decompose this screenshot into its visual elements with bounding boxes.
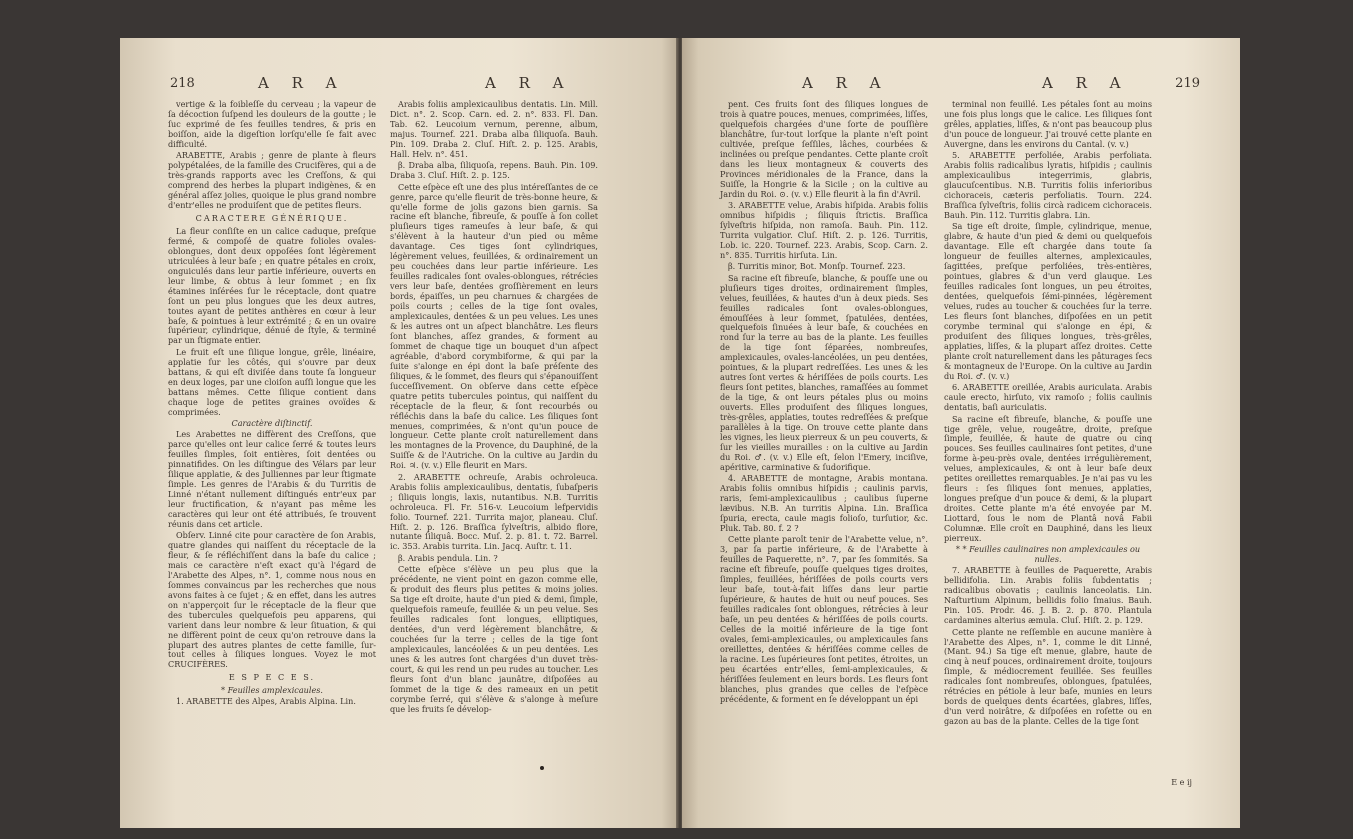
right-page-number: 219	[1175, 76, 1200, 91]
paragraph: ARABETTE, Arabis ; genre de plante à fleurs polypétalées, de la famille des Crucifères, qui a de très-grands rapports avec les Creſſons, & qui comprend des herbes la plupart indigènes, & en général aſſez jolies, quoique le plus grand nombre d'entr'elles ne produiſent que de petites fleurs.	[168, 150, 376, 211]
right-running-head-1: A R A	[802, 74, 890, 92]
paragraph: β. Draba alba, ſiliquoſa, repens. Bauh. Pin. 109. Draba 3. Cluſ. Hiſt. 2. p. 125.	[390, 160, 598, 181]
paragraph: 2. ARABETTE ochreuſe, Arabis ochroleuca. Arabis foliis amplexicaulibus, dentatis, ſubaſperis ; ſiliquis longis, laxis, nutantibus. N.B. Turritis ochroleuca. Fl. Fr. 516-v. Leucoium lefpervidis folio. Tournef. 221. Turrita major, planeau. Cluſ. Hiſt. 2. p. 126. Braſſica ſylveſtris, albido flore, nutante ſiliquâ. Bocc. Muſ. 2. p. 81. t. 72. Barrel. ic. 353. Arabis turrita. Lin. Jacq. Auſtr. t. 11.	[390, 471, 598, 552]
paragraph: Cette plante paroît tenir de l'Arabette velue, n°. 3, par ſa partie inférieure, & de l'Arabette à feuilles de Paquerette, n°. 7, par ſes ſommités. Sa racine eſt fibreuſe, pouſſe quelques tiges droites, ſimples, feuillées, hériſſées de poils courts vers leur baſe, tout-à-fait liſſes dans leur partie ſupérieure, & hautes de huit ou neuf pouces. Ses feuilles radicales ſont oblongues, rétrécies à leur baſe, un peu dentées & hériſſées de poils courts. Celles de la moitié inférieure de la tige ſont ovales, ſemi-amplexicaules, ou amplexicaules ſans oreillettes, dentées & hériſſées comme celles de la racine. Les ſupérieures ſont petites, étroites, un peu écartées entr'elles, ſemi-amplexicaules, & hériſſées ſeulement en leurs bords. Les fleurs ſont blanches, plus grandes que celles de l'eſpèce précédente, & forment en ſe développant un épi	[720, 534, 928, 704]
right-running-head-2: A R A	[1042, 74, 1130, 92]
paragraph: Cette eſpèce s'élève un peu plus que la précédente, ne vient point en gazon comme elle, & produit des fleurs plus petites & moins jolies. Sa tige eſt droite, haute d'un pied & demi, ſimple, quelquefois rameuſe, feuillée & un peu velue. Ses feuilles radicales ſont longues, elliptiques, dentées, d'un verd légèrement blanchâtre, & couchées ſur la terre ; celles de la tige ſont amplexicaules, lancéolées & un peu dentées. Les unes & les autres ſont chargées d'un duvet très-court, & qui les rend un peu rudes au toucher. Les fleurs ſont d'un blanc jaunâtre, diſpoſées au ſommet de la tige & des rameaux en un petit corymbe ſerré, qui s'élève & s'alonge à meſure que les fruits ſe dévelop-	[390, 564, 598, 714]
right-page	[682, 38, 1240, 828]
left-column-1	[168, 100, 376, 709]
open-book	[120, 38, 1240, 828]
paragraph: vertige & la foibleſſe du cerveau ; la vapeur de ſa décoction ſuſpend les douleurs de la goutte ; le ſuc exprimé de ſes feuilles tendres, & pris en boiſſon, aide la digeſtion lorſqu'elle ſe fait avec difficulté.	[168, 99, 376, 149]
ink-mark	[540, 766, 544, 770]
paragraph: β. Arabis pendula. Lin. ?	[398, 552, 498, 563]
paragraph: Cette eſpèce eſt une des plus intéreſſantes de ce genre, parce qu'elle fleurit de très-bonne heure, & qu'elle forme de jolis gazons bien garnis. Sa racine eſt blanche, fibreuſe, & pouſſe à ſon collet pluſieurs tiges rameuſes à leur baſe, & qui s'élèvent à la hauteur d'un pied ou même davantage. Ces tiges ſont cylindriques, légèrement velues, feuillées, & ordinairement un peu couchées dans leur partie inférieure. Les feuilles radicales ſont ovales-oblongues, rétrécies vers leur baſe, dentées groſſièrement en leurs bords, épaiſſes, un peu charnues & chargées de poils courts ; celles de la tige ſont ovales, amplexicaules, dentées & un peu velues. Les unes & les autres ont un aſpect blanchâtre. Les fleurs ſont blanches, aſſez grandes, & forment au ſommet de chaque tige un bouquet d'un aſpect agréable, d'abord corymbiforme, & qui par la ſuite s'alonge en épi dont la baſe préſente des ſiliques, & le ſommet, des fleurs qui s'épanouiſſent ſucceſſivement. On obſerve dans cette eſpèce quatre petits tubercules pointus, qui naiſſent du réceptacle de la fleur, & ſont recourbés ou réfléchis dans la baſe du calice. Les ſiliques ſont menues, comprimées, & n'ont qu'un pouce de longueur. Cette plante croît naturellement dans les montagnes de la Provence, du Dauphiné, de la Suiſſe & de l'Autriche. On la cultive au Jardin du Roi. ♃. (v. v.) Elle fleurit en Mars.	[390, 181, 598, 471]
left-page-number: 218	[170, 76, 195, 91]
paragraph: Cette plante ne reſſemble en aucune manière à l'Arabette des Alpes, n°. 1, comme le dit Linné, (Mant. 94.) Sa tige eſt menue, glabre, haute de cinq à neuf pouces, ordinairement droite, toujours ſimple, & médiocrement feuillée. Ses feuilles radicales ſont nombreuſes, oblongues, ſpatulées, rétrécies en pétiole à leur baſe, munies en leurs bords de quelques dents écartées, glabres, liſſes, d'un verd noirâtre, & diſpoſées en roſette ou en gazon au bas de la plante. Celles de la tige ſont	[944, 626, 1152, 727]
section-heading: CARACTERE GÉNÉRIQUE.	[195, 212, 349, 223]
page-signature: E e ij	[1171, 778, 1192, 787]
paragraph: Arabis foliis amplexicaulibus dentatis. Lin. Mill. Dict. n°. 2. Scop. Carn. ed. 2. n°. 833. Fl. Dan. Tab. 62. Leucoium vernum, perenne, album, majus. Tournef. 221. Draba alba ſiliquoſa. Bauh. Pin. 109. Draba 2. Cluſ. Hiſt. 2. p. 125. Arabis, Hall. Helv. n°. 451.	[390, 99, 598, 159]
paragraph: 3. ARABETTE velue, Arabis hiſpida. Arabis foliis omnibus hiſpidis ; ſiliquis ſtrictis. Braſſica ſylveſtris hiſpida, non ramoſa. Bauh. Pin. 112. Turrita vulgatior. Cluſ. Hiſt. 2. p. 126. Turritis, Lob. ic. 220. Tournef. 223. Arabis, Scop. Carn. 2. n°. 835. Turritis hirſuta. Lin.	[720, 200, 928, 260]
paragraph: La fleur conſiſte en un calice caduque, preſque fermé, & compoſé de quatre folioles ovales-oblongues, dont deux oppoſées ſont légèrement utriculées à leur baſe ; en quatre pétales en croix, onguiculés dans leur partie inférieure, ouverts en leur limbe, & obtus à leur ſommet ; en ſix étamines inſérées ſur le réceptacle, dont quatre ſont un peu plus longues que les deux autres, toutes ayant de petites anthères en cœur à leur baſe, & pointues à leur extrémité ; & en un ovaire ſupérieur, cylindrique, dénué de ſtyle, & terminé par un ſtigmate entier.	[168, 225, 376, 346]
paragraph: terminal non feuillé. Les pétales ſont au moins une fois plus longs que le calice. Les ſiliques ſont grêles, applaties, liſſes, & n'ont pas beaucoup plus d'un pouce de longueur. J'ai trouvé cette plante en Auvergne, dans les environs du Cantal. (v. v.)	[944, 99, 1152, 149]
paragraph: β. Turritis minor, Bot. Monſp. Tournef. 223.	[728, 261, 906, 272]
paragraph: 5. ARABETTE perfoliée, Arabis perfoliata. Arabis foliis radicalibus lyratis, hiſpidis ; caulinis amplexicaulibus integerrimis, glabris, glaucuſcentibus. N.B. Turritis foliis inferioribus cichoraceis, cæteris perfoliatis. Tourn. 224. Braſſica ſylveſtris, foliis circà radicem cichoraceis. Bauh. Pin. 112. Turritis glabra. Lin.	[944, 150, 1152, 220]
paragraph: Obſerv. Linné cite pour caractère de ſon Arabis, quatre glandes qui naiſſent du réceptacle de la fleur, & ſe réfléchiſſent dans la baſe du calice ; mais ce caractère n'eſt exact qu'à l'égard de l'Arabette des Alpes, n°. 1, comme nous nous en ſommes convaincus par les recherches que nous avons faites à ce ſujet ; & en effet, dans les autres on n'apperçoit ſur le réceptacle de la fleur que des tubercules quelquefois peu apparens, qui varient dans leur nombre & leur ſituation, & qui ne diffèrent point de ceux qu'on retrouve dans la plupart des autres plantes de cette famille, ſur-tout celles à ſiliques longues. Voyez le mot CRUCIFÈRES.	[168, 530, 376, 670]
subheading: Caractère diſtinctif.	[231, 418, 313, 429]
right-page-header	[732, 76, 1200, 96]
subheading: * * Feuilles caulinaires non amplexicaules ou nulles.	[955, 544, 1141, 565]
paragraph: Le fruit eſt une ſilique longue, grêle, linéaire, applatie ſur les côtés, qui s'ouvre par deux battans, & qui eſt diviſée dans toute ſa longueur en deux loges, par une cloiſon auſſi longue que les battans mêmes. Cette ſilique contient dans chaque loge de petites graines ovoïdes & comprimées.	[168, 346, 376, 417]
left-running-head-2: A R A	[485, 74, 573, 92]
paragraph: Les Arabettes ne diffèrent des Creſſons, que parce qu'elles ont leur calice ſerré & toutes leurs feuilles ſimples, ſoit entières, ſoit dentées ou pinnatifides. On les diſtingue des Vélars par leur ſilique applatie, & des Julliennes par leur ſtigmate ſimple. Les genres de l'Arabis & du Turritis de Linné n'étant nullement diſtingués entr'eux par leur fructification, & n'ayant pas même les caractères qui leur ont été attribués, ſe trouvent réunis dans cet article.	[168, 429, 376, 529]
paragraph: 4. ARABETTE de montagne, Arabis montana. Arabis foliis omnibus hiſpidis ; caulinis parvis, raris, ſemi-amplexicaulibus ; caulibus ſuperne lævibus. N.B. An turritis Alpina. Lin. Braſſica ſpuria, erecta, caule magis folioſo, turſutior, &c. Pluk. Tab. 80. f. 2 ?	[720, 473, 928, 534]
paragraph: Sa tige eſt droite, ſimple, cylindrique, menue, glabre, & haute d'un pied & demi ou quelquefois davantage. Elle eſt chargée dans toute ſa longueur de feuilles alternes, amplexicaules, ſagittées, preſque perfoliées, très-entières, pointues, glabres & d'un verd glauque. Les feuilles radicales ſont longues, un peu étroites, dentées, quelquefois ſémi-pinnées, légèrement velues, rudes au toucher & couchées ſur la terre. Les fleurs ſont blanches, diſpoſées en un petit corymbe terminal qui s'alonge en épi, & produiſent des ſiliques longues, très-grêles, applaties, liſſes, & la plupart aſſez droites. Cette plante croît naturellement dans les pâturages ſecs & montagneux de l'Europe. On la cultive au Jardin du Roi. ♂. (v. v.)	[944, 221, 1152, 381]
right-column-2	[944, 100, 1152, 729]
paragraph: Sa racine eſt fibreuſe, blanche, & pouſſe une tige grêle, velue, rougeâtre, droite, preſque ſimple, feuillée, & haute de quatre ou cinq pouces. Ses feuilles caulinaires ſont petites, d'une forme à-peu-près ovale, dentées irrégulièrement, velues, amplexicaules, & ont à leur baſe deux petites oreillettes remarquables. Je n'ai pas vu les fleurs : ſes ſiliques ſont menues, applaties, longues preſque d'un pouce & demi, & la plupart droites. Cette plante m'a été envoyée par M. Liottard, ſous le nom de Plantâ novâ Fabii Columnæ. Elle croît en Dauphiné, dans les lieux pierreux.	[944, 413, 1152, 543]
right-column-1	[720, 100, 928, 706]
subheading: * Feuilles amplexicaules.	[221, 685, 323, 696]
paragraph: pent. Ces fruits ſont des ſiliques longues de trois à quatre pouces, menues, comprimées, liſſes, quelquefois chargées d'une ſorte de pouſſière blanchâtre, ſur-tout lorſque la plante n'eſt point cultivée, preſque ſeſſiles, lâches, courbées & inclinées ou preſque pendantes. Cette plante croît dans les lieux montagneux & couverts des Provinces méridionales de la France, dans la Suiſſe, la Hongrie & la Sicile ; on la cultive au Jardin du Roi. ⊙. (v. v.) Elle fleurit à la fin d'Avril.	[720, 99, 928, 199]
left-page	[120, 38, 678, 828]
paragraph: 6. ARABETTE oreillée, Arabis auriculata. Arabis caule erecto, hirſuto, vix ramoſo ; foliis caulinis dentatis, baſi auriculatis.	[944, 382, 1152, 413]
section-heading: E S P E C E S.	[228, 672, 316, 683]
paragraph: 1. ARABETTE des Alpes, Arabis Alpina. Lin.	[176, 696, 356, 707]
left-column-2	[390, 100, 598, 716]
paragraph: 7. ARABETTE à feuilles de Paquerette, Arabis bellidifolia. Lin. Arabis foliis ſubdentatis ; radicalibus obovatis ; caulinis lanceolatis. Lin. Naſturtium Alpinum, bellidis folio ſmaius. Bauh. Pin. 105. Prodr. 46. J. B. 2. p. 870. Plantula cardamines alterius æmula. Cluſ. Hiſt. 2. p. 129.	[944, 565, 1152, 626]
paragraph: Sa racine eſt fibreuſe, blanche, & pouſſe une ou pluſieurs tiges droites, ordinairement ſimples, velues, feuillées, & hautes d'un à deux pieds. Ses feuilles radicales ſont ovales-oblongues, émouſſées à leur ſommet, ſpatulées, dentées, quelquefois ſinuées à leur baſe, & couchées en rond ſur la terre au bas de la plante. Les feuilles de la tige ſont ſéparées, nombreuſes, amplexicaules, ovales-lancéolées, un peu dentées, pointues, & la plupart redreſſées. Les unes & les autres ſont vertes & hériſſées de poils courts. Les fleurs ſont petites, blanches, ramaſſées au ſommet de la tige, & ont leurs pétales plus ou moins ouverts. Elles produiſent des ſiliques longues, très-grêles, applaties, toutes redreſſées & preſque parallèles à la tige. On trouve cette plante dans les vignes, les lieux pierreux & un peu couverts, & ſur les vieilles murailles : on la cultive au Jardin du Roi. ♂. (v. v.) Elle eſt, ſelon l'Emery, inciſive, apéritive, carminative & ſudorifique.	[720, 272, 928, 472]
left-page-header	[170, 76, 638, 96]
left-running-head-1: A R A	[258, 74, 346, 92]
